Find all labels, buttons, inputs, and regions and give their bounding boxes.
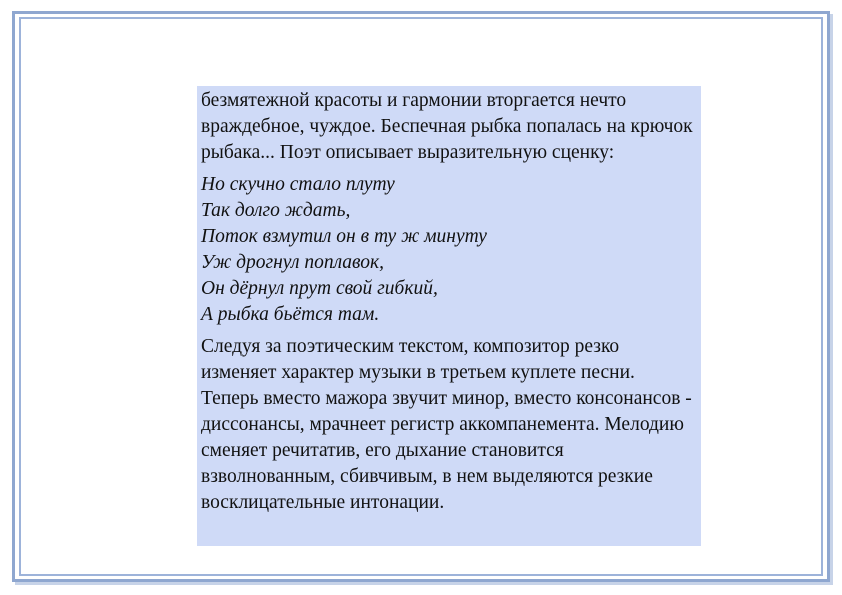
verse-line: Он дёрнул прут свой гибкий, — [201, 278, 438, 299]
verse-line: Так долго ждать, — [201, 200, 351, 221]
verse-line: Поток взмутил он в ту ж минуту — [201, 226, 487, 247]
verse-line: Но скучно стало плуту — [201, 174, 395, 195]
verse-line: А рыбка бьётся там. — [201, 304, 380, 325]
intro-paragraph: безмятежной красоты и гармонии вторгается нечто враждебное, чуждое. Беспечная рыбка попалась на крючок рыбака... Поэт описывает выразительную сценку: — [201, 90, 693, 163]
analysis-paragraph: Следуя за поэтическим текстом, композитор резко изменяет характер музыки в третьем куплете песни. Теперь вместо мажора звучит минор, вместо консонансов - диссонансы, мрачнеет регистр аккомпанемента. Мелодию сменяет речитатив, его дыхание становится взволнованным, сбивчивым, в нем выделяются резкие восклицательные интонации. — [201, 336, 692, 513]
frame-shadow — [15, 582, 833, 585]
poem-verse — [201, 172, 697, 328]
frame-shadow — [830, 14, 833, 585]
verse-line: Уж дрогнул поплавок, — [201, 252, 385, 273]
text-block — [197, 86, 701, 546]
